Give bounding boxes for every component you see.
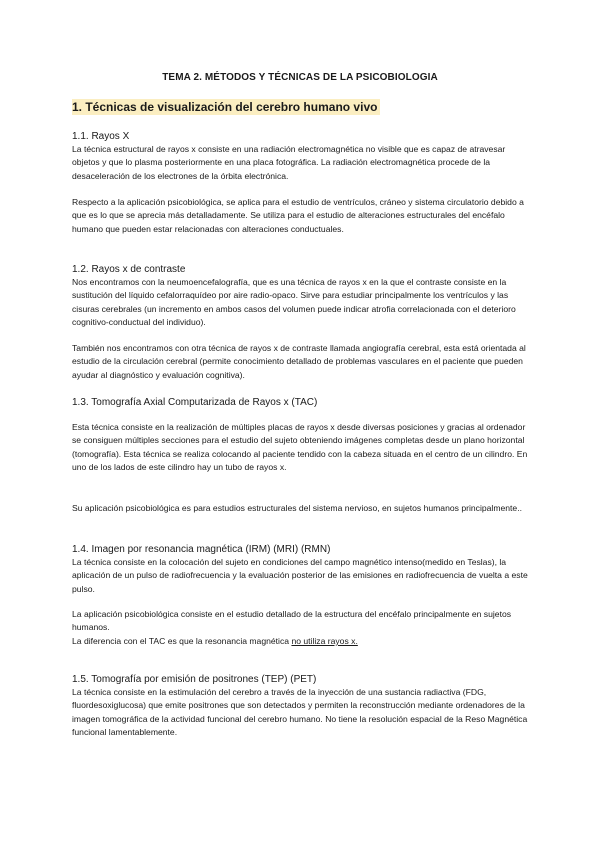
section-1-2 <box>72 263 532 330</box>
subsection-heading: 1.4. Imagen por resonancia magnética (IRM) (MRI) (RMN) <box>72 544 331 555</box>
section-1-3-body <box>72 421 532 475</box>
section-heading: 1. Técnicas de visualización del cerebro humano vivo <box>72 99 380 115</box>
subsection-heading: 1.3. Tomografía Axial Computarizada de Rayos x (TAC) <box>72 397 318 408</box>
paragraph: También nos encontramos con otra técnica de rayos x de contraste llamada angiografía cerebral, esta está orientada al estudio de la circulación cerebral (permite conocimiento detallado de problemas vasculares en el paciente que pueden ayudar al diagnóstico y evaluación cognitiva). <box>72 343 526 380</box>
subsection-heading: 1.2. Rayos x de contraste <box>72 264 186 275</box>
section-1-3 <box>72 396 532 409</box>
section-1-3-application <box>72 502 532 515</box>
paragraph: La técnica consiste en la colocación del sujeto en condiciones del campo magnético intenso(medido en Teslas), la aplicación de un pulso de radiofrecuencia y la evaluación posterior de las emisiones en radiofrecuencia de vuelta a este pulso. <box>72 557 528 594</box>
section-1-4-application <box>72 608 532 648</box>
underlined-text: no utiliza rayos x. <box>291 635 358 646</box>
paragraph: Esta técnica consiste en la realización de múltiples placas de rayos x desde diversas posiciones y gracias al ordenador se consiguen múltiples secciones para el estudio del sujeto obteniendo imágenes completas desde un plano horizontal (tomografía). Esta técnica se realiza colocando al paciente tendido con la cabeza situada en el centro de un cilindro. En uno de los lados de este cilindro hay un tubo de rayos x. <box>72 422 528 473</box>
paragraph: La técnica consiste en la estimulación del cerebro a través de la inyección de una sustancia radiactiva (FDG, fluordesoxiglucosa) que emite positrones que son detectados y permiten la reconstrucción mediante ordenadores de la imagen tomográfica de la actividad funcional del cerebro humano. No tiene la resolución espacial de la Reso Magnética funcional lamentablemente. <box>72 687 528 738</box>
difference-text: La diferencia con el TAC es que la resonancia magnética <box>72 635 292 646</box>
subsection-heading: 1.1. Rayos X <box>72 131 130 142</box>
paragraph: La aplicación psicobiológica consiste en el estudio detallado de la estructura del encéfalo principalmente en sujetos humanos. <box>72 609 512 633</box>
subsection-heading: 1.5. Tomografía por emisión de positrones (TEP) (PET) <box>72 674 317 685</box>
section-1-1-application <box>72 196 532 236</box>
paragraph: La técnica estructural de rayos x consiste en una radiación electromagnética no visible que es capaz de atravesar objetos y que lo plasma posteriormente en una placa fotográfica. La radiación electromagnética procede de la desaceleración de los electrones de la órbita electrónica. <box>72 144 506 181</box>
paragraph <box>72 635 532 648</box>
section-1-2-angiography <box>72 342 532 382</box>
paragraph: Nos encontramos con la neumoencefalografía, que es una técnica de rayos x en la que el contraste consiste en la sustitución del líquido cefalorraquídeo por aire radio-opaco. Sirve para estudiar principalmente los ventrículos y las cisuras cerebrales (un incremento en ambos casos del volumen puede indicar atrofia correlacionada con el deterioro cognitivo-conductual del individuo). <box>72 277 516 328</box>
section-1-1 <box>72 130 532 183</box>
section-1-4 <box>72 543 532 596</box>
paragraph: Su aplicación psicobiológica es para estudios estructurales del sistema nervioso, en sujetos humanos principalmente.. <box>72 503 522 513</box>
section-1-5 <box>72 673 532 740</box>
paragraph: Respecto a la aplicación psicobiológica, se aplica para el estudio de ventrículos, cráneo y sistema circulatorio debido a que es lo que se aprecia más detalladamente. Se utiliza para el estudio de alteraciones estructurales del encéfalo humano que pueden estar relacionadas con alteraciones conductuales. <box>72 197 524 234</box>
document-title: TEMA 2. MÉTODOS Y TÉCNICAS DE LA PSICOBIOLOGIA <box>162 72 438 83</box>
